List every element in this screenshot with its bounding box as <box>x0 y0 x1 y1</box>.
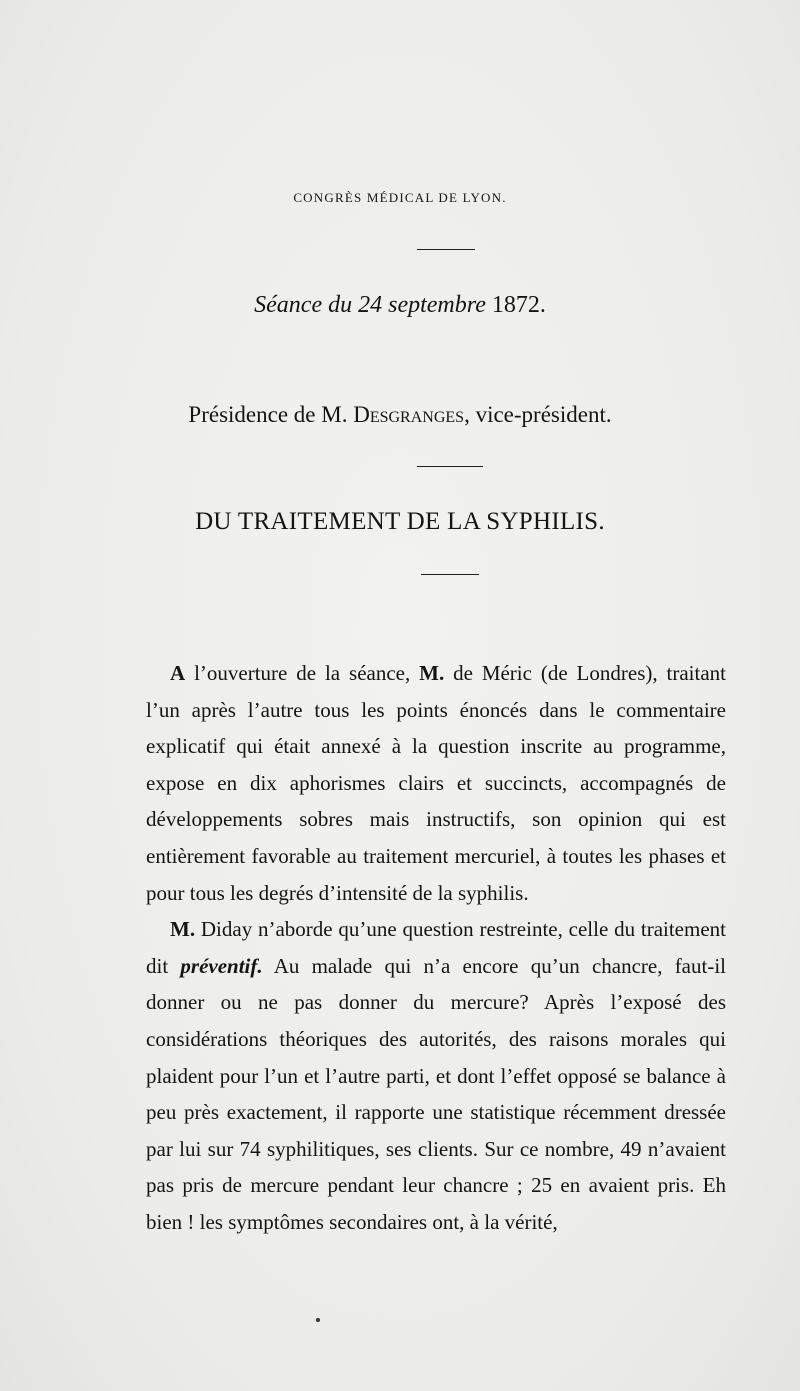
divider-rule <box>417 466 483 467</box>
president-name: Desgranges <box>353 402 465 427</box>
paragraph <box>146 911 726 1240</box>
session-year: 1872. <box>491 292 546 318</box>
section-title: DU TRAITEMENT DE LA SYPHILIS. <box>195 508 605 535</box>
session-date-heading <box>0 292 800 319</box>
speaker-title: M. <box>419 661 445 685</box>
divider-rule <box>417 249 475 250</box>
ink-speck <box>316 1318 320 1322</box>
paragraph-lead: A <box>170 661 186 685</box>
paragraph-text: de Méric (de Londres), traitant l’un après l’autre tous les points énoncés dans le commentaire explicatif qui était annexé à la question inscrite au programme, expose en dix aphorismes clairs et succincts, accompagnés de développements sobres mais instructifs, son opinion qui est entièrement favorable au traitement mercuriel, à toutes les phases et pour tous les degrés d’intensité de la syphilis. <box>146 661 726 905</box>
presidency-before: Présidence de M. <box>188 402 354 427</box>
presidency-after: , vice-président. <box>464 402 612 427</box>
paragraph-text: Au malade qui n’a encore qu’un chancre, faut-il donner ou ne pas donner du mercure? Après l’exposé des considérations théoriques des autorités, des raisons morales qui plaident pour l’un et l’autre parti, et dont l’effet opposé se balance à peu près exactement, il rapporte une statistique récemment dressée par lui sur 74 syphilitiques, ses clients. Sur ce nombre, 49 n’avaient pas pris de mercure pendant leur chancre ; 25 en avaient pris. Eh bien ! les symptômes secondaires ont, à la vérité, <box>146 953 727 1234</box>
paragraph <box>146 655 726 911</box>
divider-rule <box>421 574 479 575</box>
running-head: CONGRÈS MÉDICAL DE LYON. <box>293 190 507 205</box>
emphasis-text: préventif. <box>180 953 263 978</box>
body-text <box>146 655 726 1241</box>
session-date-italic: Séance du 24 septembre <box>254 292 486 318</box>
paragraph-text: Diday n’aborde qu’une question restreinte, celle du traitement dit <box>146 917 726 978</box>
presidency-line <box>0 402 800 428</box>
paragraph-text: l’ouverture de la séance, <box>185 661 420 685</box>
paragraph-lead: M. <box>170 917 196 942</box>
